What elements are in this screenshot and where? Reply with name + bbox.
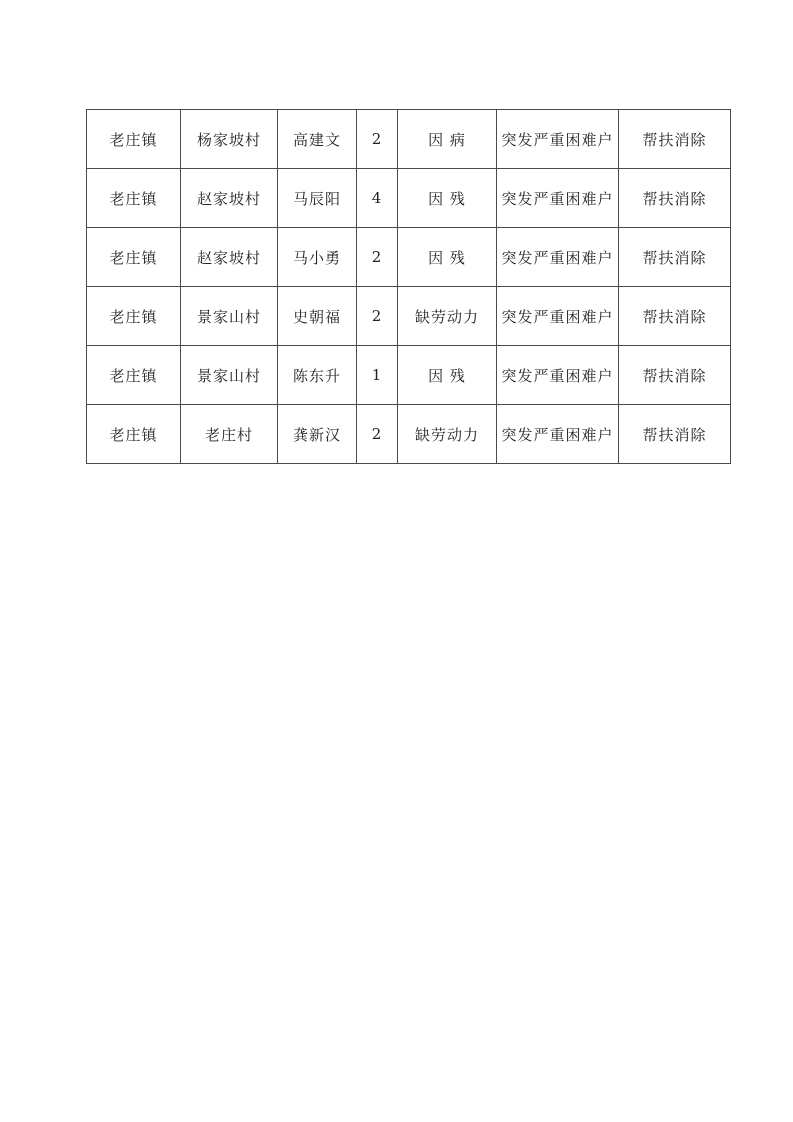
status-cell: 帮扶消除: [619, 287, 731, 346]
name-cell: 高建文: [278, 110, 357, 169]
town-cell: 老庄镇: [87, 346, 181, 405]
town-cell: 老庄镇: [87, 110, 181, 169]
status-cell: 帮扶消除: [619, 110, 731, 169]
reason-cell: 因 残: [398, 169, 497, 228]
name-cell: 龚新汉: [278, 405, 357, 464]
table-row: [87, 346, 731, 405]
household-table: [86, 109, 731, 464]
household-type-cell: 突发严重困难户: [497, 287, 619, 346]
table-row: [87, 169, 731, 228]
reason-cell: 缺劳动力: [398, 287, 497, 346]
status-cell: 帮扶消除: [619, 346, 731, 405]
table-row: [87, 110, 731, 169]
table-row: [87, 287, 731, 346]
household-size-cell: 1: [357, 346, 398, 405]
table-row: [87, 228, 731, 287]
town-cell: 老庄镇: [87, 228, 181, 287]
name-cell: 马小勇: [278, 228, 357, 287]
household-type-cell: 突发严重困难户: [497, 346, 619, 405]
name-cell: 陈东升: [278, 346, 357, 405]
status-cell: 帮扶消除: [619, 405, 731, 464]
village-cell: 老庄村: [181, 405, 278, 464]
village-cell: 景家山村: [181, 346, 278, 405]
village-cell: 赵家坡村: [181, 169, 278, 228]
reason-cell: 因 残: [398, 228, 497, 287]
village-cell: 景家山村: [181, 287, 278, 346]
town-cell: 老庄镇: [87, 287, 181, 346]
reason-cell: 因 残: [398, 346, 497, 405]
household-size-cell: 2: [357, 228, 398, 287]
status-cell: 帮扶消除: [619, 228, 731, 287]
status-cell: 帮扶消除: [619, 169, 731, 228]
town-cell: 老庄镇: [87, 169, 181, 228]
reason-cell: 缺劳动力: [398, 405, 497, 464]
village-cell: 赵家坡村: [181, 228, 278, 287]
household-size-cell: 2: [357, 405, 398, 464]
household-type-cell: 突发严重困难户: [497, 169, 619, 228]
town-cell: 老庄镇: [87, 405, 181, 464]
household-type-cell: 突发严重困难户: [497, 228, 619, 287]
name-cell: 史朝福: [278, 287, 357, 346]
table-row: [87, 405, 731, 464]
household-size-cell: 4: [357, 169, 398, 228]
reason-cell: 因 病: [398, 110, 497, 169]
village-cell: 杨家坡村: [181, 110, 278, 169]
household-type-cell: 突发严重困难户: [497, 405, 619, 464]
name-cell: 马辰阳: [278, 169, 357, 228]
household-size-cell: 2: [357, 287, 398, 346]
household-type-cell: 突发严重困难户: [497, 110, 619, 169]
household-size-cell: 2: [357, 110, 398, 169]
